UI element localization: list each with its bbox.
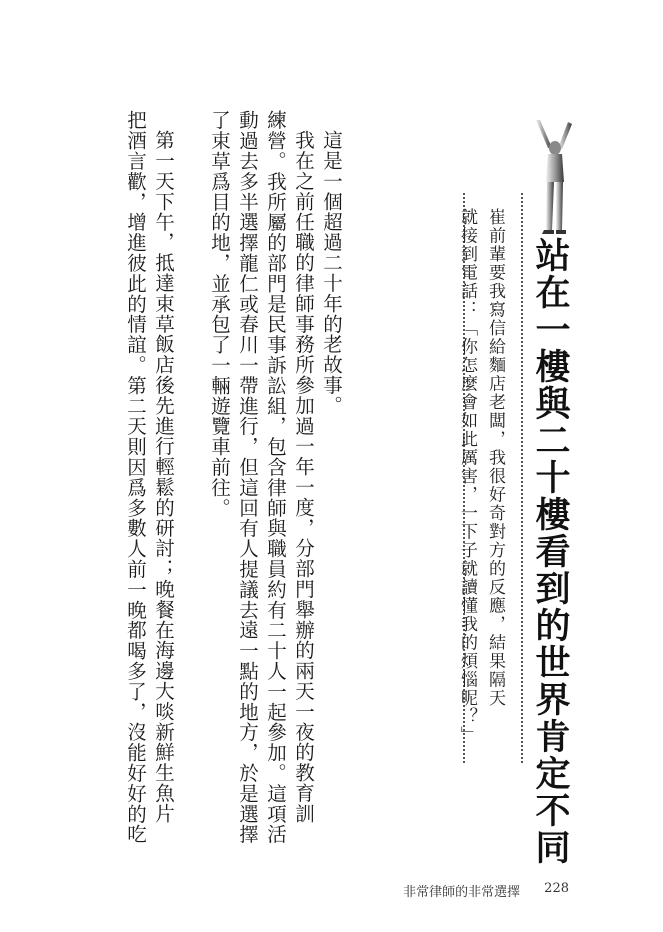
intro-line: 就接到電話：「你怎麼會如此厲害，一下子就讀懂我的煩惱呢？」 [457, 208, 477, 745]
chapter-title: 站在一樓與二十樓看到的世界肯定不同 [530, 237, 571, 866]
body-paragraph-line: 把酒言歡，增進彼此的情誼。第二天則因爲多數人前一晚都喝多了，沒能好好的吃 [124, 110, 147, 845]
body-paragraph-line: 第一天下午，抵達束草飯店後先進行輕鬆的研討；晚餐在海邊大啖新鮮生魚片 [152, 130, 175, 824]
page-number: 228 [544, 881, 569, 896]
body-paragraph-line: 動過去多半選擇龍仁或春川一帶進行，但這回有人提議去遠一點的地方，於是選擇 [236, 110, 259, 845]
body-paragraph-line: 了束草爲目的地，並承包了一輛遊覽車前往。 [208, 110, 231, 518]
dotted-rule-right [521, 193, 523, 763]
body-paragraph-line: 練營。我所屬的部門是民事訴訟組，包含律師與職員約有二十人一起參加。這項活 [264, 110, 287, 845]
running-book-title: 非常律師的非常選擇 [403, 885, 521, 900]
page-footer [403, 881, 569, 900]
body-paragraph-line: 我在之前任職的律師事務所參加過一年一度，分部門舉辦的兩天一夜的教育訓 [292, 130, 315, 824]
body-paragraph-line: 這是一個超過二十年的老故事。 [320, 130, 343, 416]
cheering-person-illustration [528, 118, 584, 236]
intro-line: 崔前輩要我寫信給麵店老闆，我很好奇對方的反應，結果隔天 [485, 208, 505, 708]
